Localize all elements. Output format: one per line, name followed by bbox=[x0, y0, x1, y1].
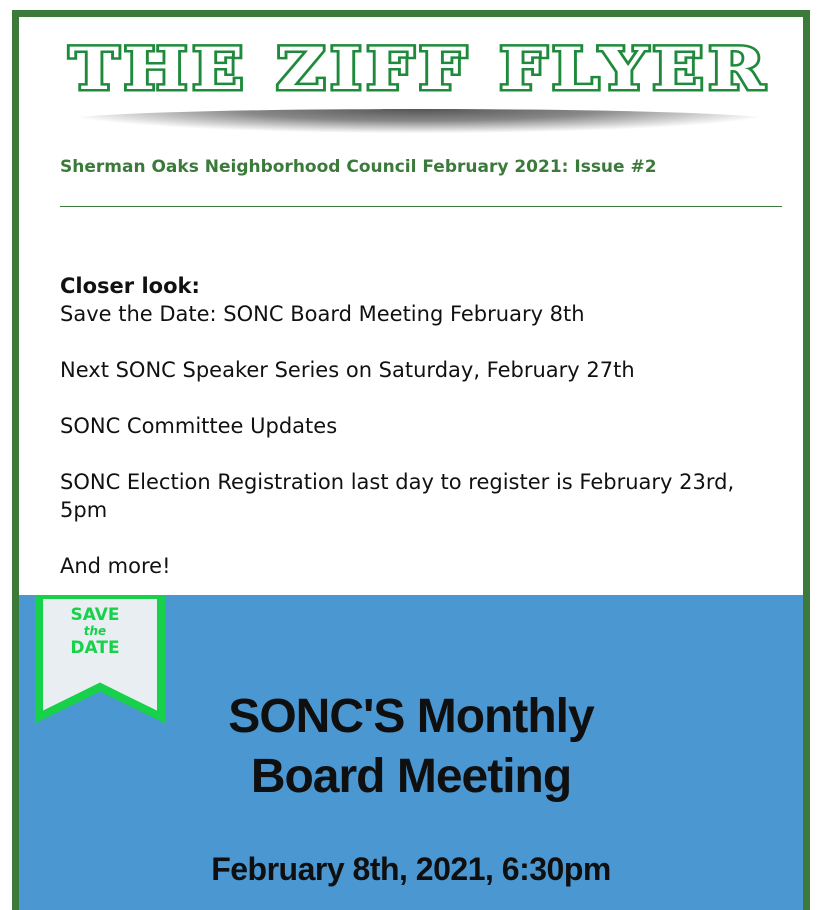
ribbon-the-text: the bbox=[83, 624, 107, 638]
banner-title-line-1: SONC'S Monthly bbox=[228, 690, 594, 743]
list-item: SONC Election Registration last day to register is February 23rd, 5pm bbox=[60, 470, 735, 522]
divider bbox=[60, 206, 782, 207]
issue-subtitle: Sherman Oaks Neighborhood Council February 2021: Issue #2 bbox=[60, 157, 657, 177]
board-meeting-banner bbox=[19, 595, 803, 910]
masthead-logo bbox=[57, 37, 781, 97]
ribbon-save-text: SAVE bbox=[70, 605, 120, 625]
section-heading: Closer look: bbox=[60, 274, 200, 298]
list-item: SONC Committee Updates bbox=[60, 414, 338, 438]
banner-title-line-2: Board Meeting bbox=[250, 750, 572, 803]
list-item: And more! bbox=[60, 554, 171, 578]
save-the-date-label bbox=[34, 605, 156, 658]
masthead-title: THE ZIFF FLYER bbox=[69, 37, 769, 97]
masthead-shadow-divider bbox=[57, 109, 781, 133]
masthead bbox=[57, 37, 781, 97]
newsletter-frame bbox=[12, 10, 810, 910]
banner-date: February 8th, 2021, 6:30pm bbox=[211, 851, 611, 887]
banner-title bbox=[19, 687, 803, 807]
list-item: Next SONC Speaker Series on Saturday, February 27th bbox=[60, 358, 635, 382]
closer-look-section bbox=[60, 272, 782, 608]
ribbon-date-text: DATE bbox=[70, 638, 120, 658]
list-item: Save the Date: SONC Board Meeting February 8th bbox=[60, 302, 585, 326]
